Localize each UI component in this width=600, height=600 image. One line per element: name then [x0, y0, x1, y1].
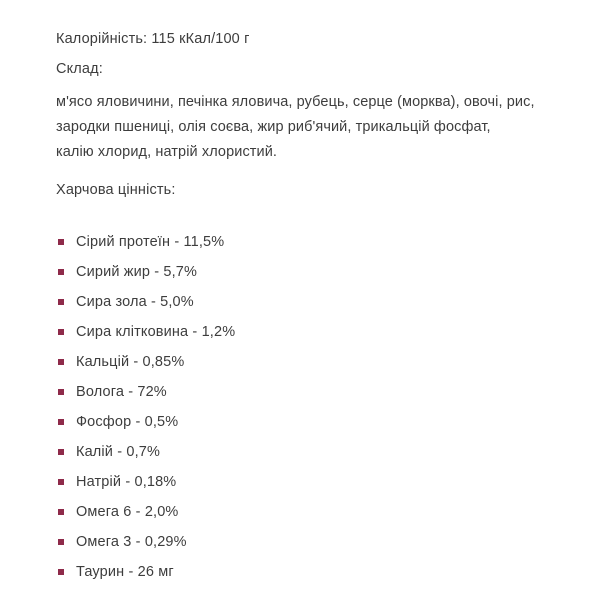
composition-text-line-3: калію хлорид, натрій хлористий.: [56, 144, 278, 160]
square-bullet-icon: [58, 479, 64, 485]
square-bullet-icon: [58, 239, 64, 245]
list-item: [56, 347, 560, 377]
square-bullet-icon: [58, 299, 64, 305]
square-bullet-icon: [58, 449, 64, 455]
composition-label: Склад:: [56, 61, 103, 77]
list-item-label: Натрій - 0,18%: [76, 474, 177, 490]
list-item-label: Сира клітковина - 1,2%: [76, 324, 236, 340]
list-item: [56, 497, 560, 527]
list-item-label: Сирий жир - 5,7%: [76, 264, 198, 280]
nutrition-list: [56, 227, 560, 587]
list-item-label: Омега 6 - 2,0%: [76, 504, 179, 520]
nutrition-label: Харчова цінність:: [56, 182, 176, 198]
list-item: [56, 437, 560, 467]
list-item: [56, 317, 560, 347]
square-bullet-icon: [58, 359, 64, 365]
square-bullet-icon: [58, 419, 64, 425]
list-item-label: Сира зола - 5,0%: [76, 294, 194, 310]
composition-text: [56, 90, 560, 165]
list-item-label: Калій - 0,7%: [76, 444, 161, 460]
square-bullet-icon: [58, 539, 64, 545]
square-bullet-icon: [58, 509, 64, 515]
list-item-label: Кальцій - 0,85%: [76, 354, 185, 370]
list-item-label: Фосфор - 0,5%: [76, 414, 179, 430]
list-item-label: Сірий протеїн - 11,5%: [76, 234, 225, 250]
list-item: [56, 527, 560, 557]
square-bullet-icon: [58, 569, 64, 575]
list-item-label: Омега 3 - 0,29%: [76, 534, 187, 550]
composition-text-line-1: м'ясо яловичини, печінка яловича, рубець, серце (морква), овочі, рис,: [56, 94, 535, 110]
list-item-label: Волога - 72%: [76, 384, 167, 400]
calories-line: Калорійність: 115 кКал/100 г: [56, 31, 250, 47]
list-item: [56, 227, 560, 257]
list-item: [56, 257, 560, 287]
list-item: [56, 377, 560, 407]
square-bullet-icon: [58, 329, 64, 335]
square-bullet-icon: [58, 389, 64, 395]
list-item: [56, 407, 560, 437]
list-item: [56, 287, 560, 317]
square-bullet-icon: [58, 269, 64, 275]
list-item: [56, 557, 560, 587]
list-item-label: Таурин - 26 мг: [76, 564, 174, 580]
list-item: [56, 467, 560, 497]
composition-text-line-2: зародки пшениці, олія соєва, жир риб'ячий, трикальцій фосфат,: [56, 119, 491, 135]
